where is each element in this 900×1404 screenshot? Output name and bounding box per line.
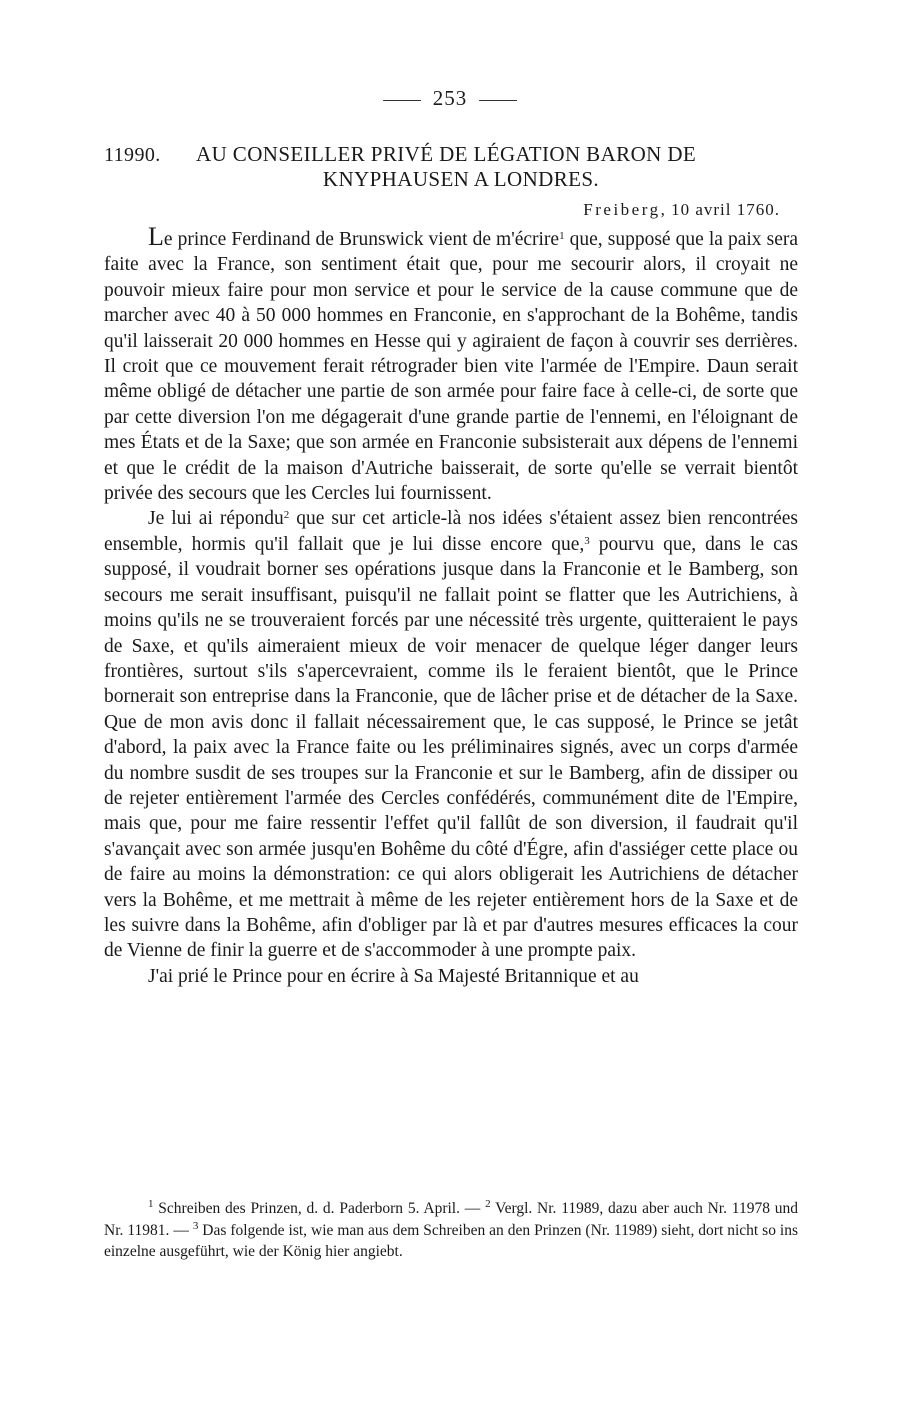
dateline-date: , 10 avril 1760. <box>660 200 780 219</box>
page-number-line <box>0 86 900 111</box>
footnote-2-number: 2 <box>485 1198 491 1210</box>
letter-title-line-2: KNYPHAUSEN A LONDRES. <box>322 167 600 191</box>
letter-title-line-1: AU CONSEILLER PRIVÉ DE LÉGATION BARON DE <box>196 142 697 166</box>
paragraph-1 <box>104 224 798 506</box>
footnote-ref-1: 1 <box>559 230 565 242</box>
footnote-2-text: Vergl. Nr. 11989, dazu aber auch Nr. 11978 und Nr. 11981. — <box>104 1200 798 1239</box>
footnotes <box>104 1198 798 1263</box>
dateline-place: Freiberg <box>583 200 661 219</box>
paragraph-1-text-b: que, supposé que la paix sera faite avec la France, son sentiment était que, pour me secourir alors, il croyait ne pouvoir mieux faire pour mon service et pour le service de la cause commune que de marcher avec 40 à 50 000 hommes en Franconie, en s'approchant de la Bohême, tandis qu'il laisserait 20 000 hommes en Hesse qui y agiraient de façon à couvrir ses derrières. Il croit que ce mouvement ferait rétrograder bien vite l'armée de l'Empire. Daun serait même obligé de détacher une partie de son armée pour faire face à celle-ci, de sorte que par cette diversion l'on me dégagerait d'une grande partie de l'ennemi, en l'éloignant de mes États et de la Saxe; que son armée en Franconie subsisterait aux dépens de l'ennemi et que le crédit de la maison d'Autriche baisserait, de sorte qu'elle se verrait bientôt privée des secours que les Cercles lui fournissent. <box>104 229 798 505</box>
paragraph-2 <box>104 506 798 963</box>
letter-body <box>104 224 798 989</box>
footnote-3-text: Das folgende ist, wie man aus dem Schreiben an den Prinzen (Nr. 11989) sieht, dort nicht so ins einzelne ausgeführt, wie der König hier angiebt. <box>104 1221 799 1260</box>
paragraph-1-text-a: e prince Ferdinand de Brunswick vient de m'écrire <box>163 229 560 250</box>
footnote-3-number: 3 <box>192 1219 199 1232</box>
footnote-ref-3: 3 <box>584 534 590 547</box>
paragraph-2-text-a: Je lui ai répondu <box>148 508 284 530</box>
paragraph-2-text-c: pourvu que, dans le cas supposé, il voudrait borner ses opérations jusque dans la Franconie et le Bamberg, son secours me serait insuffisant, puisqu'il ne fallait point se flatter que les Autrichiens, à moins qu'ils ne se trouveraient forcés par une nécessité très urgente, quitteraient le pays de Saxe, et qu'ils aimeraient mieux de voir menacer de quelque léger danger leurs frontières, surtout s'ils s'apercevraient, comme ils le feraient bientôt, que le Prince bornerait son entreprise dans la Franconie, que de lâcher prise et de détacher de la Saxe. Que de mon avis donc il fallait nécessairement que, le cas supposé, le Prince se jetât d'abord, la paix avec la France faite ou les préliminaires signés, avec un corps d'armée du nombre susdit de ses troupes sur la Franconie et sur le Bamberg, afin de dissiper ou de rejeter entièrement l'armée des Cercles confédérés, communément dite de l'Empire, mais que, pour me faire ressentir l'effet qu'il fallût de son diversion, il faudrait qu'il s'avançait avec son armée jusqu'en Bohême du côté d'Égre, afin d'assiéger cette place ou de faire au moins la démonstration: ce qui alors obligerait les Autrichiens de détacher vers la Bohême, et me mettrait à même de les rejeter entièrement hors de la Saxe et de les suivre dans la Bohême, afin d'obliger par là et par d'autres mesures efficaces la cour de Vienne de finir la guerre et de s'accommoder à une prompte paix. <box>104 533 798 962</box>
paragraph-3 <box>104 964 798 989</box>
page-number: 253 <box>432 86 468 110</box>
right-rule <box>479 100 517 101</box>
letter-number: 11990. <box>104 144 161 166</box>
paragraph-3-text: J'ai prié le Prince pour en écrire à Sa Majesté Britannique et au <box>148 965 639 987</box>
paragraph-2-text-b: que sur cet article-là nos idées s'étaient assez bien rencontrées ensemble, hormis qu'il fallait que je lui disse encore que, <box>104 508 798 555</box>
footnote-1-number: 1 <box>148 1198 154 1210</box>
footnote-block <box>104 1198 798 1263</box>
footnote-1-text: Schreiben des Prinzen, d. d. Paderborn 5. April. — <box>153 1200 486 1217</box>
letter-heading <box>104 142 798 191</box>
footnote-ref-2: 2 <box>283 509 290 522</box>
dateline <box>583 200 780 220</box>
left-rule <box>383 100 421 101</box>
initial-letter: L <box>148 222 164 251</box>
